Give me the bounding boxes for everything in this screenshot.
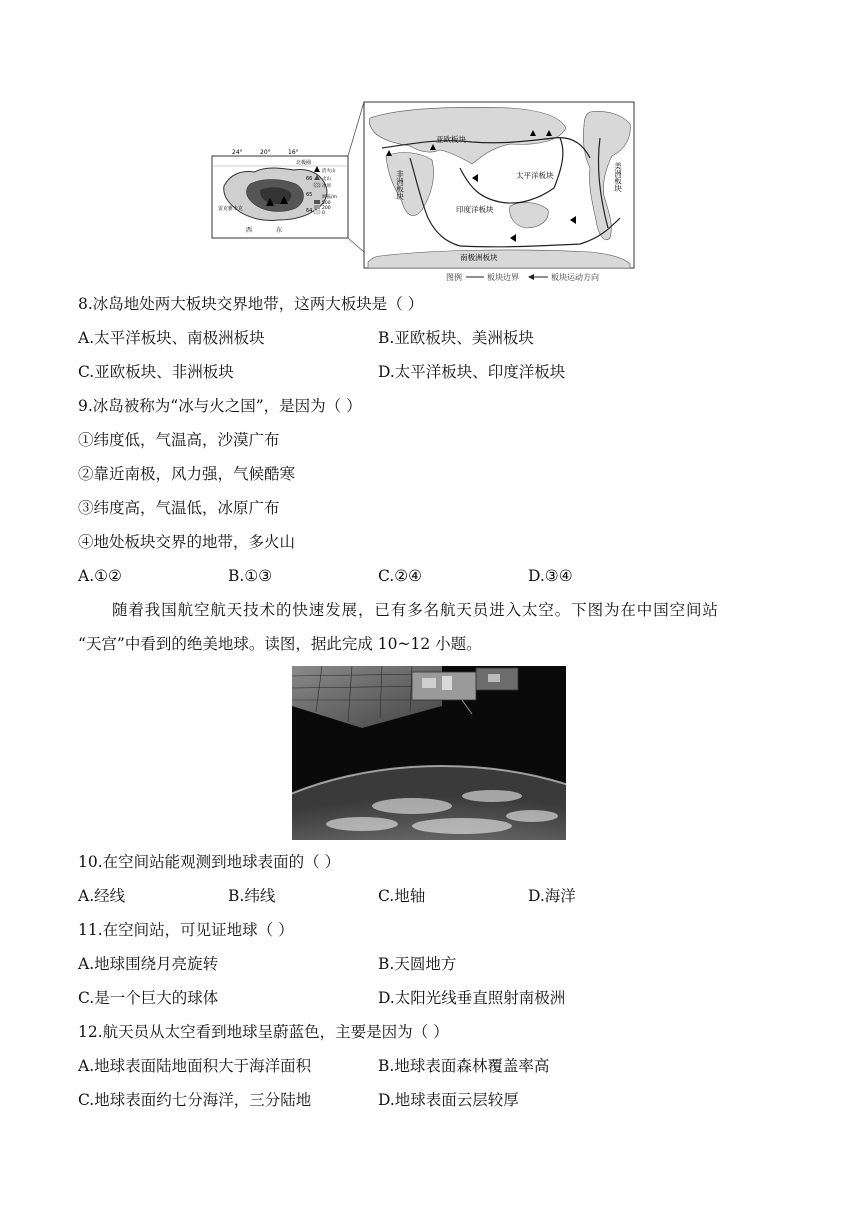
q9-statement-3: ③纬度高，气温低，冰原广布	[78, 499, 280, 517]
q8-stem: 8.冰岛地处两大板块交界地带，这两大板块是（ ）	[78, 295, 424, 313]
q9-option-c[interactable]: C.②④	[378, 567, 423, 585]
q8-option-c[interactable]: C.亚欧板块、非洲板块	[78, 363, 234, 381]
plate-african: 非洲板块	[395, 170, 405, 200]
lat-label-2: 65	[306, 192, 313, 198]
q11-option-a[interactable]: A.地球围绕月亮旋转	[78, 955, 219, 973]
plate-indian-ocean: 印度洋板块	[456, 205, 494, 214]
legend-glacier: 冰原	[322, 184, 331, 189]
q11-option-d[interactable]: D.太阳光线垂直照射南极洲	[378, 989, 566, 1007]
legend-direction: 板块运动方向	[551, 273, 599, 282]
earth-view-svg	[292, 666, 566, 840]
q8-option-b[interactable]: B.亚欧板块、美洲板块	[378, 329, 534, 347]
lon-label-3: 16°	[288, 149, 299, 156]
plate-map-figure	[210, 98, 640, 284]
lat-label-3: 64	[306, 208, 313, 214]
plate-eurasian: 亚欧板块	[436, 135, 466, 144]
lat-label-1: 66	[306, 176, 313, 182]
q9-stem: 9.冰岛被称为“冰与火之国”，是因为（ ）	[78, 397, 362, 415]
q8-option-a[interactable]: A.太平洋板块、南极洲板块	[78, 329, 265, 347]
plate-antarctic: 南极洲板块	[460, 253, 498, 262]
west-label: 西	[246, 227, 253, 234]
legend-prefix: 图例	[446, 273, 462, 282]
q9-statement-2: ②靠近南极，风力强，气候酷寒	[78, 465, 296, 483]
legend-volcano: 火山	[322, 177, 331, 182]
lon-label-2: 20°	[260, 149, 271, 156]
q11-option-c[interactable]: C.是一个巨大的球体	[78, 989, 219, 1007]
q8-option-d[interactable]: D.太平洋板块、印度洋板块	[378, 363, 566, 381]
legend-alt-3: 0	[322, 211, 325, 216]
legend-boundary: 板块边界	[487, 273, 519, 282]
lon-label-1: 24°	[232, 149, 243, 156]
q9-option-b[interactable]: B.①③	[228, 567, 273, 585]
arctic-circle-label: 北极圈	[296, 160, 312, 166]
intro-line-1: 随着我国航空航天技术的快速发展，已有多名航天员进入太空。下图为在中国空间站	[112, 601, 719, 619]
q10-option-d[interactable]: D.海洋	[528, 887, 576, 905]
q12-option-b[interactable]: B.地球表面森林覆盖率高	[378, 1057, 550, 1075]
capital-label: 雷克雅未克	[218, 206, 244, 212]
legend-active-volcano: 活火山	[322, 169, 336, 174]
intro-line-2: “天宫”中看到的绝美地球。读图，据此完成 10~12 小题。	[78, 635, 482, 653]
iceland-inset	[212, 149, 348, 238]
q12-option-a[interactable]: A.地球表面陆地面积大于海洋面积	[78, 1057, 312, 1075]
q12-stem: 12.航天员从太空看到地球呈蔚蓝色，主要是因为（ ）	[78, 1023, 449, 1041]
q10-option-a[interactable]: A.经线	[78, 887, 126, 905]
q9-option-a[interactable]: A.①②	[78, 567, 122, 585]
legend-altitude: 海拔/m	[322, 195, 337, 200]
q10-stem: 10.在空间站能观测到地球表面的（ ）	[78, 853, 341, 871]
plate-map-legend	[446, 272, 599, 282]
q9-option-d[interactable]: D.③④	[528, 567, 573, 585]
q9-statement-4: ④地处板块交界的地带，多火山	[78, 533, 296, 551]
q10-option-b[interactable]: B.纬线	[228, 887, 276, 905]
q12-option-d[interactable]: D.地球表面云层较厚	[378, 1091, 519, 1109]
plate-american: 美洲板块	[613, 162, 623, 192]
world-plate-map	[364, 102, 634, 268]
legend-alt-1: 500	[322, 201, 331, 206]
q11-option-b[interactable]: B.天圆地方	[378, 955, 457, 973]
q10-option-c[interactable]: C.地轴	[378, 887, 426, 905]
plate-map-svg	[210, 98, 640, 284]
q12-option-c[interactable]: C.地球表面约七分海洋，三分陆地	[78, 1091, 312, 1109]
q9-statement-1: ①纬度低，气温高，沙漠广布	[78, 431, 280, 449]
q11-stem: 11.在空间站，可见证地球（ ）	[78, 921, 294, 939]
plate-pacific: 太平洋板块	[516, 171, 554, 180]
east-label: 东	[276, 227, 283, 234]
legend-alt-2: 200	[322, 206, 331, 211]
space-station-photo	[292, 666, 566, 840]
